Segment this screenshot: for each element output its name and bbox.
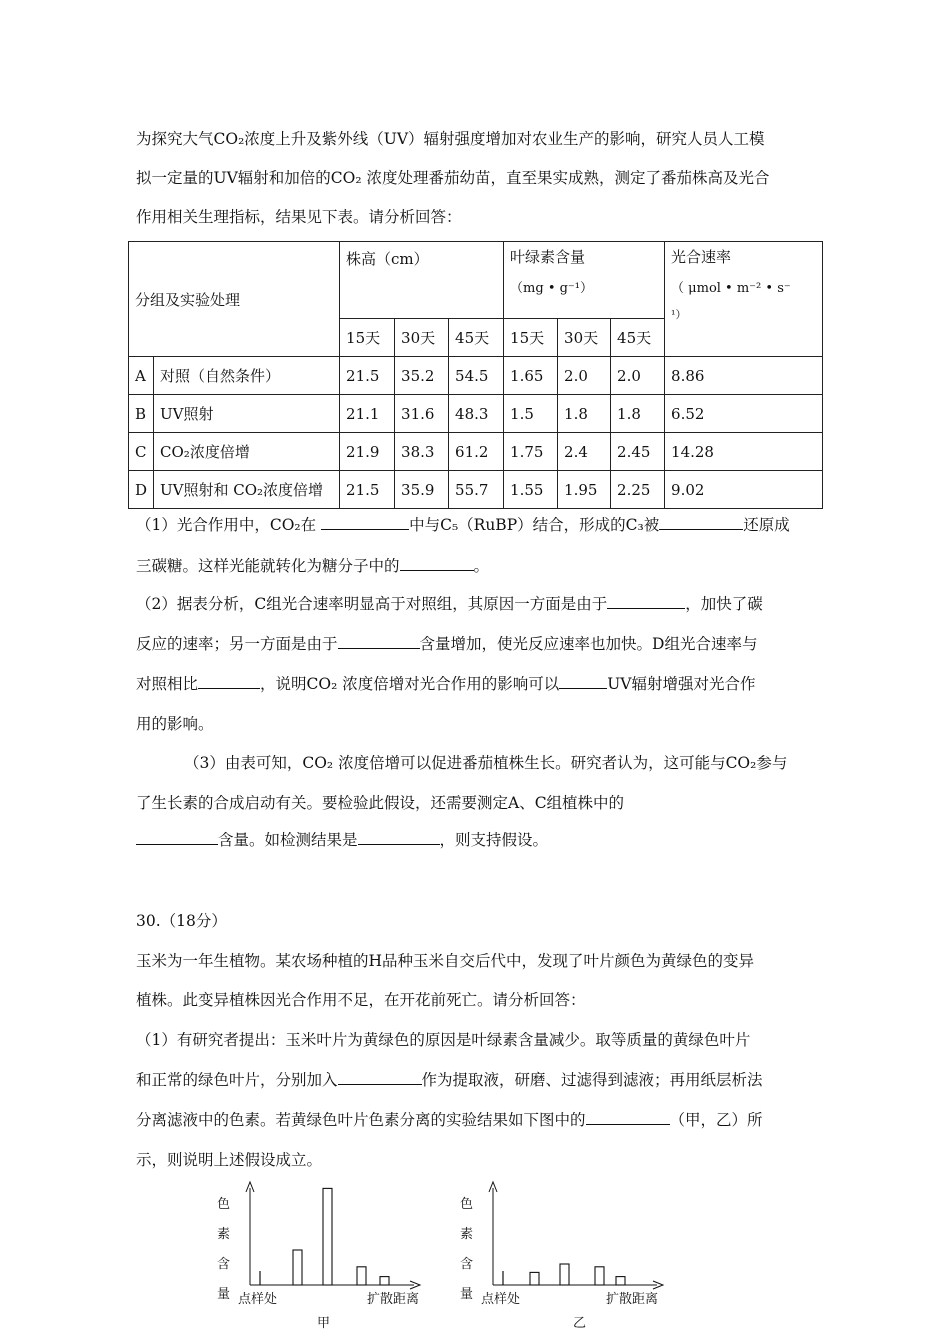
answer-blank[interactable] (338, 1069, 422, 1085)
table-row (129, 471, 823, 509)
group-treatment: CO₂浓度倍增 (154, 433, 340, 471)
question-30-title: 30.（18分） (136, 912, 227, 930)
q30-text-4b: 作为提取液，研磨、过滤得到滤液；再用纸层析法 (421, 1071, 763, 1089)
answer-blank[interactable] (321, 514, 409, 530)
q2-text-d: 含量增加，使光反应速率也加快。D组光合速率与 (419, 635, 758, 653)
table-row (129, 395, 823, 433)
photo-rate: 6.52 (665, 395, 823, 433)
question-2-line-1 (136, 593, 763, 615)
x-label-left: 点样处 (481, 1292, 521, 1307)
question-2-line-2 (136, 633, 757, 655)
results-table (128, 241, 823, 509)
question-2-line-4: 用的影响。 (136, 715, 214, 733)
rate-header-unit: （ μmol • m⁻² • s⁻ (671, 281, 791, 296)
question-3-line-2: 了生长素的合成启动有关。要检验此假设，还需要测定A、C组植株中的 (136, 794, 625, 812)
photo-rate: 14.28 (665, 433, 823, 471)
chart-yi-svg (448, 1180, 678, 1340)
question-30-line-1: 玉米为一年生植物。某农场种植的H品种玉米自交后代中，发现了叶片颜色为黄绿色的变异 (136, 952, 755, 970)
y-axis-label: 量 (460, 1287, 474, 1302)
height-15: 21.5 (340, 357, 395, 395)
chl-30: 2.4 (558, 433, 611, 471)
day-cell: 45天 (449, 319, 504, 357)
chart-title: 甲 (317, 1316, 331, 1331)
bar (616, 1277, 625, 1285)
day-cell: 30天 (558, 319, 611, 357)
chl-15: 1.75 (504, 433, 558, 471)
group-treatment: 对照（自然条件） (154, 357, 340, 395)
question-30-line-3: （1）有研究者提出：玉米叶片为黄绿色的原因是叶绿素含量减少。取等质量的黄绿色叶片 (136, 1031, 751, 1049)
chart-yi (448, 1180, 678, 1340)
height-30: 35.2 (395, 357, 449, 395)
question-2-line-3 (136, 673, 756, 695)
bar (530, 1272, 539, 1285)
bar (560, 1264, 569, 1285)
height-30: 35.9 (395, 471, 449, 509)
answer-blank[interactable] (358, 829, 440, 845)
q30-text-5b: （甲，乙）所 (669, 1111, 763, 1129)
bar (595, 1267, 604, 1285)
q1-text-b: 中与C₅（RuBP）结合，形成的C₃被 (409, 516, 660, 534)
height-45: 61.2 (449, 433, 504, 471)
height-15: 21.5 (340, 471, 395, 509)
question-30-line-4 (136, 1069, 763, 1091)
answer-blank[interactable] (586, 1109, 670, 1125)
x-label-left: 点样处 (238, 1292, 278, 1307)
chl-30: 1.8 (558, 395, 611, 433)
answer-blank[interactable] (338, 633, 420, 649)
question-3-line-3 (136, 829, 548, 851)
q2-text-e: 对照相比 (136, 675, 199, 693)
chart-jia-svg (205, 1180, 435, 1340)
group-treatment: UV照射和 CO₂浓度倍增 (154, 471, 340, 509)
bar (293, 1250, 302, 1285)
bar (357, 1267, 366, 1285)
chl-15: 1.55 (504, 471, 558, 509)
answer-blank[interactable] (659, 514, 743, 530)
q30-text-5a: 分离滤液中的色素。若黄绿色叶片色素分离的实验结果如下图中的 (136, 1111, 586, 1129)
x-label-right: 扩散距离 (606, 1292, 659, 1307)
answer-blank[interactable] (136, 829, 218, 845)
answer-blank[interactable] (198, 673, 260, 689)
chl-45: 1.8 (611, 395, 665, 433)
q1-text-d: 三碳糖。这样光能就转化为糖分子中的 (136, 557, 400, 575)
q2-text-b: ，加快了碳 (685, 595, 763, 613)
day-cell: 30天 (395, 319, 449, 357)
table-row (129, 433, 823, 471)
height-30: 38.3 (395, 433, 449, 471)
chlorophyll-header-title: 叶绿素含量 (510, 248, 586, 266)
chl-30: 1.95 (558, 471, 611, 509)
chlorophyll-header (504, 242, 665, 319)
q2-text-g: UV辐射增强对光合作 (607, 675, 756, 693)
question-30-line-6: 示，则说明上述假设成立。 (136, 1151, 323, 1169)
chl-30: 2.0 (558, 357, 611, 395)
q1-text-c: 还原成 (743, 516, 790, 534)
q30-text-4a: 和正常的绿色叶片，分别加入 (136, 1071, 338, 1089)
bar (380, 1277, 389, 1285)
q1-text-e: 。 (473, 557, 490, 575)
question-1-line-2 (136, 555, 489, 577)
group-treatment: UV照射 (154, 395, 340, 433)
table-row (129, 357, 823, 395)
question-3-line-1: （3）由表可知，CO₂ 浓度倍增可以促进番茄植株生长。研究者认为，这可能与CO₂参与 (184, 754, 788, 772)
group-header: 分组及实验处理 (129, 242, 340, 357)
rate-header-title: 光合速率 (671, 248, 732, 266)
q2-text-a: （2）据表分析，C组光合速率明显高于对照组，其原因一方面是由于 (136, 595, 608, 613)
chl-15: 1.5 (504, 395, 558, 433)
group-id: A (129, 357, 154, 395)
question-30-line-5 (136, 1109, 763, 1131)
chart-jia (205, 1180, 435, 1340)
bar (323, 1188, 332, 1285)
height-15: 21.1 (340, 395, 395, 433)
y-axis-label: 含 (460, 1257, 474, 1272)
day-cell: 45天 (611, 319, 665, 357)
q2-text-c: 反应的速率；另一方面是由于 (136, 635, 338, 653)
y-axis-label: 素 (460, 1227, 474, 1242)
q3-text-d: ，则支持假设。 (439, 831, 549, 849)
height-45: 54.5 (449, 357, 504, 395)
rate-header (665, 242, 823, 357)
intro-line-1: 为探究大气CO₂浓度上升及紫外线（UV）辐射强度增加对农业生产的影响，研究人员人工模 (136, 130, 765, 148)
chart-title: 乙 (573, 1316, 587, 1331)
chl-45: 2.45 (611, 433, 665, 471)
day-cell: 15天 (504, 319, 558, 357)
y-axis-label: 色 (460, 1197, 474, 1212)
photo-rate: 9.02 (665, 471, 823, 509)
answer-blank[interactable] (559, 673, 607, 689)
y-axis-label: 素 (217, 1227, 231, 1242)
q1-text-a: （1）光合作用中，CO₂在 (136, 516, 322, 534)
photo-rate: 8.86 (665, 357, 823, 395)
answer-blank[interactable] (400, 555, 474, 571)
height-30: 31.6 (395, 395, 449, 433)
height-45: 55.7 (449, 471, 504, 509)
x-label-right: 扩散距离 (367, 1292, 420, 1307)
day-cell: 15天 (340, 319, 395, 357)
chl-15: 1.65 (504, 357, 558, 395)
q3-text-c: 含量。如检测结果是 (218, 831, 358, 849)
group-id: C (129, 433, 154, 471)
intro-line-3: 作用相关生理指标，结果见下表。请分析回答： (136, 208, 462, 226)
group-id: D (129, 471, 154, 509)
height-header: 株高（cm） (340, 242, 504, 319)
rate-header-unit-end: ¹） (671, 308, 687, 321)
answer-blank[interactable] (607, 593, 685, 609)
chl-45: 2.0 (611, 357, 665, 395)
question-30-line-2: 植株。此变异植株因光合作用不足，在开花前死亡。请分析回答： (136, 991, 586, 1009)
question-1-line-1 (136, 514, 790, 536)
y-axis-label: 色 (217, 1197, 231, 1212)
chl-45: 2.25 (611, 471, 665, 509)
q2-text-f: ，说明CO₂ 浓度倍增对光合作用的影响可以 (260, 675, 560, 693)
chlorophyll-header-unit: （mg • g⁻¹） (510, 281, 594, 296)
group-id: B (129, 395, 154, 433)
height-15: 21.9 (340, 433, 395, 471)
intro-line-2: 拟一定量的UV辐射和加倍的CO₂ 浓度处理番茄幼苗，直至果实成熟，测定了番茄株高及光合 (136, 169, 770, 187)
y-axis-label: 含 (217, 1257, 231, 1272)
height-45: 48.3 (449, 395, 504, 433)
y-axis-label: 量 (217, 1287, 231, 1302)
